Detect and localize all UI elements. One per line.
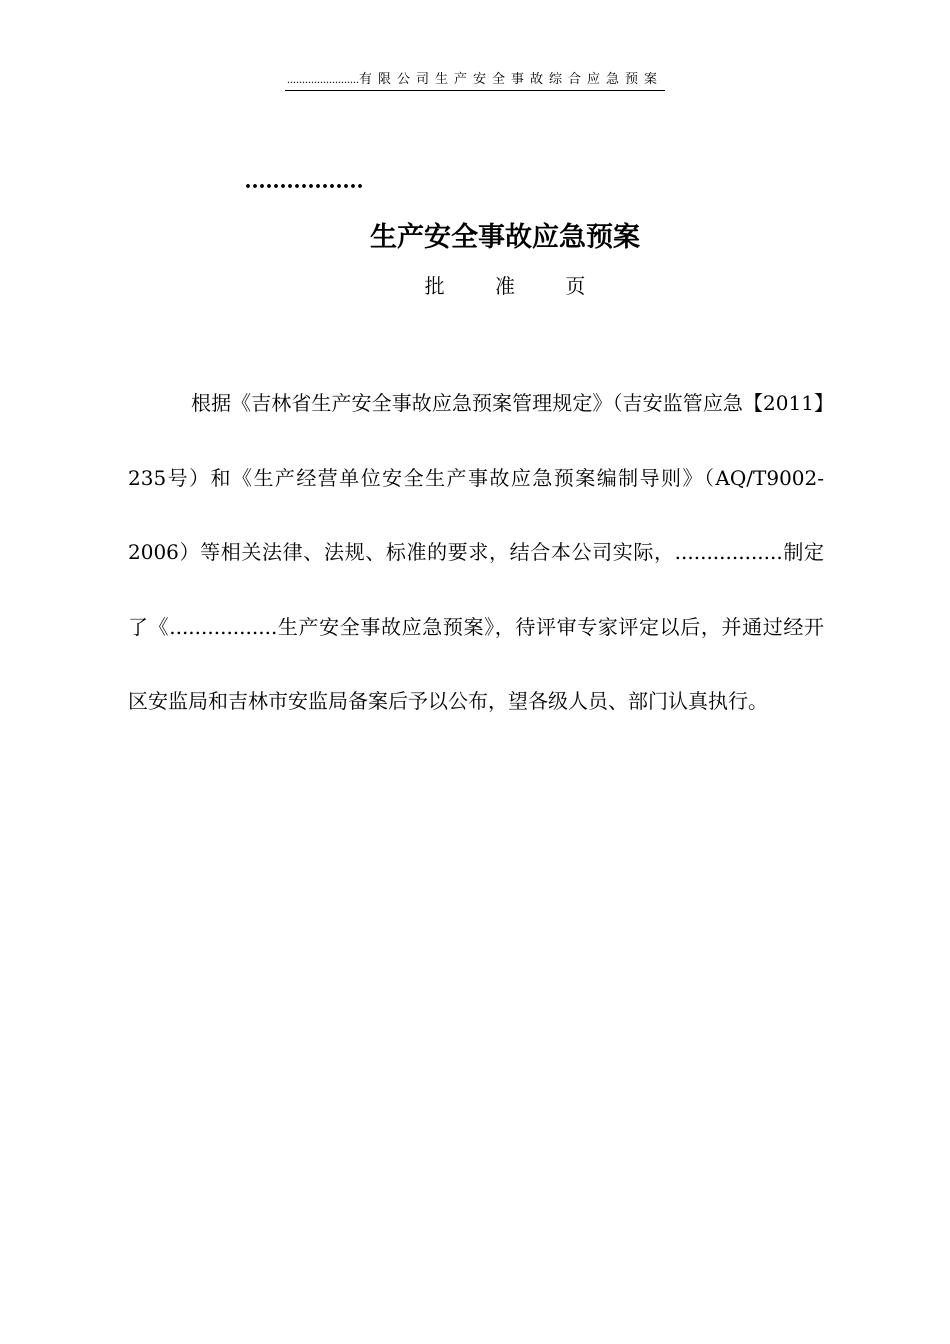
running-header: [0, 70, 950, 91]
company-name-placeholder: .................: [245, 168, 364, 194]
subtitle-char-3: 页: [565, 274, 586, 298]
subtitle-char-2: 准: [495, 274, 515, 298]
header-text: [285, 70, 665, 91]
subtitle-char-1: 批: [424, 274, 445, 298]
header-title: 有限公司生产安全事故综合应急预案: [358, 72, 663, 87]
document-title: 生产安全事故应急预案: [370, 222, 640, 253]
document-subtitle: [0, 272, 950, 300]
body-paragraph: 根据《吉林省生产安全事故应急预案管理规定》（吉安监管应急【2011】235号）和《生产经营单位安全生产事故应急预案编制导则》（AQ/T9002-2006）等相关法律、法规、标准的要求，结合本公司实际，.................制定了《.................生产安全事故应急预案》，待评审专家评定以后，并通过经开区安监局和吉林市安监局备案后予以公布，望各级人员、部门认真执行。: [128, 391, 824, 713]
header-dots: ........................: [286, 72, 359, 86]
